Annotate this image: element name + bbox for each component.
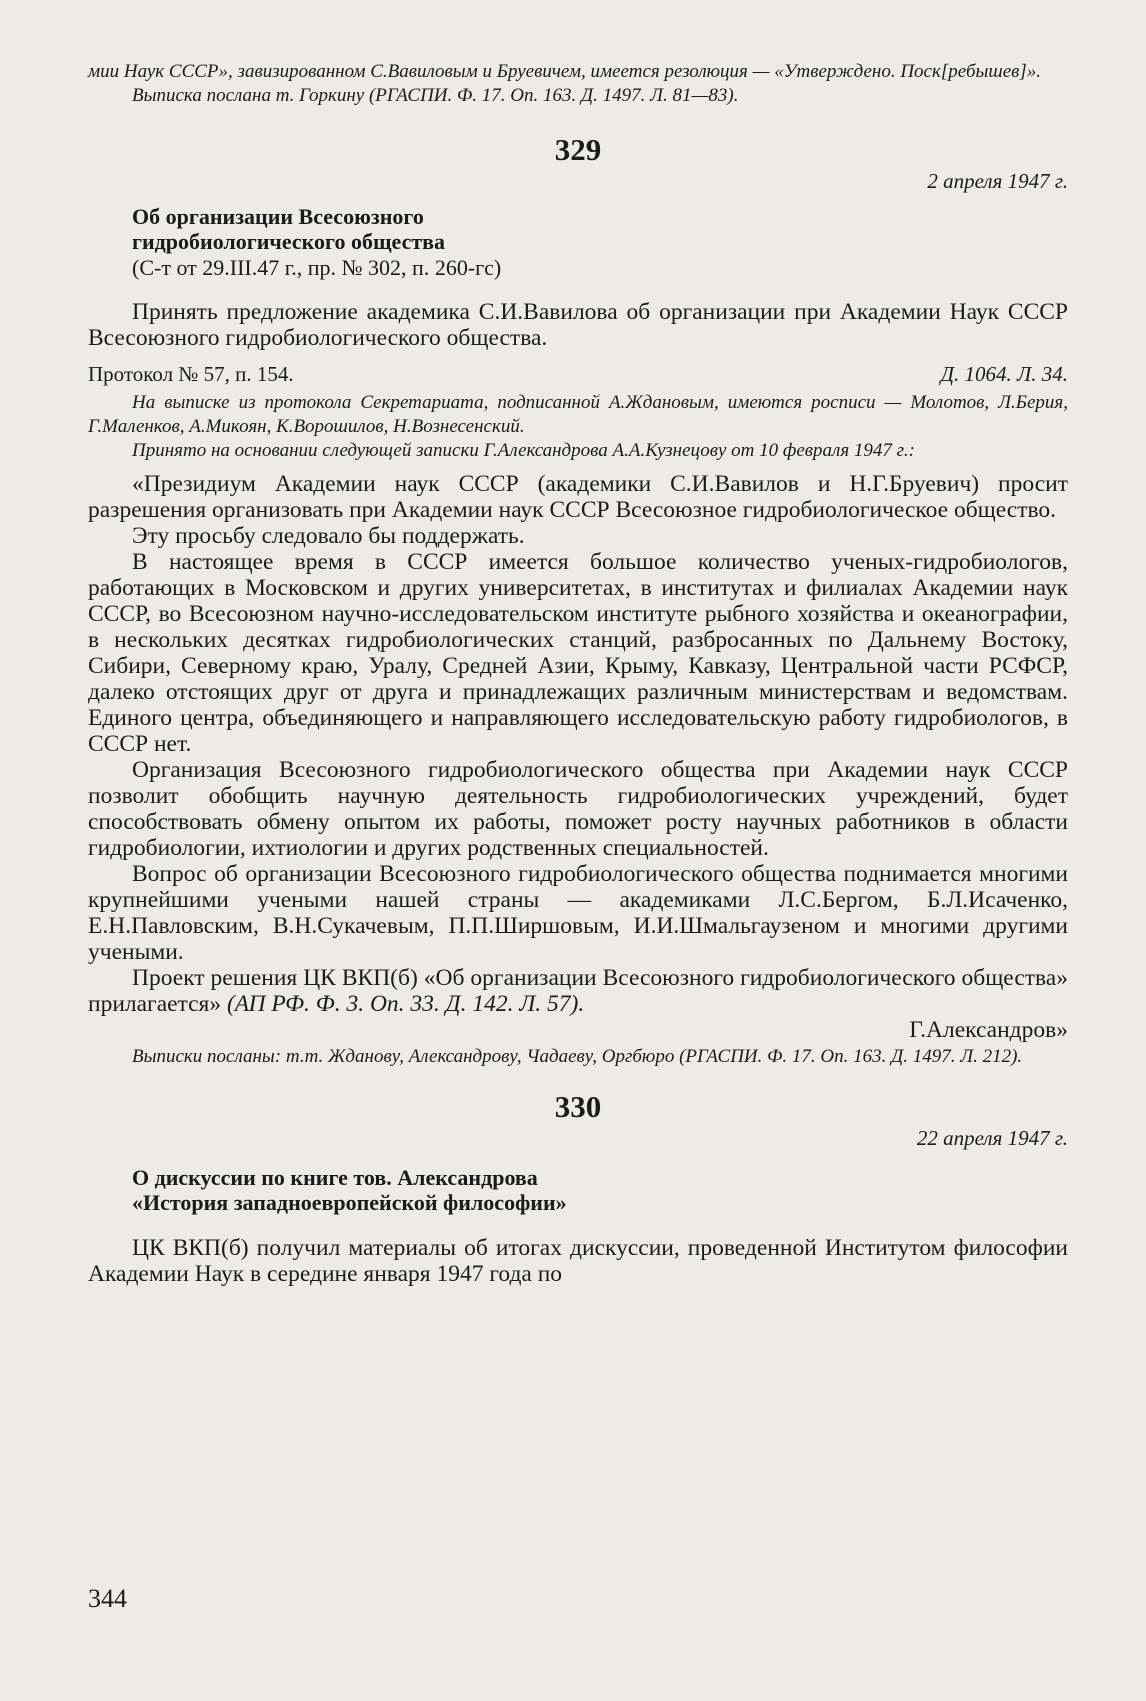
doc-title-330-line2: «История западноевропейской философии» bbox=[132, 1190, 567, 1215]
signatures-note: На выписке из протокола Секретариата, подписанной А.Ждановым, имеются росписи — Молотов, Л.Берия, Г.Маленков, А.Микоян, К.Ворошилов, Н.Вознесенский. bbox=[88, 392, 1068, 437]
signature-name: Г.Александров» bbox=[909, 1017, 1068, 1043]
doc-title-330-line1: О дискуссии по книге тов. Александрова bbox=[132, 1165, 538, 1190]
doc-number-330: 330 bbox=[554, 1089, 602, 1124]
doc-title-329-line2: гидробиологического общества bbox=[132, 229, 446, 254]
protocol-number: Протокол № 57, п. 154. bbox=[88, 362, 294, 386]
memo-paragraph-6-text: Проект решения ЦК ВКП(б) «Об организации Всесоюзного гидробиологического общества» прилагается» bbox=[88, 965, 1068, 1017]
doc-subtitle-329: (С-т от 29.III.47 г., пр. № 302, п. 260-гс) bbox=[132, 255, 502, 280]
extracts-sent-note: Выписки посланы: т.т. Жданову, Александрову, Чадаеву, Оргбюро (РГАСПИ. Ф. 17. Оп. 163. Д. 1497. Л. 212). bbox=[132, 1046, 1023, 1067]
decision-text-329: Принять предложение академика С.И.Вавилова об организации при Академии Наук СССР Всесоюзного гидробиологического общества. bbox=[88, 299, 1068, 351]
prev-doc-sent-note: Выписка послана т. Горкину (РГАСПИ. Ф. 17. Оп. 163. Д. 1497. Л. 81—83). bbox=[132, 85, 739, 106]
doc-330-text: ЦК ВКП(б) получил материалы об итогах дискуссии, проведенной Институтом философии Академии Наук в середине января 1947 года по bbox=[88, 1235, 1068, 1287]
doc-number-329: 329 bbox=[554, 132, 602, 167]
prev-doc-note: мии Наук СССР», завизированном С.Вавиловым и Бруевичем, имеется резолюция — «Утверждено. Поск[ребышев]». bbox=[88, 61, 1042, 82]
memo-signature bbox=[88, 1017, 1068, 1043]
memo-paragraph-6 bbox=[88, 965, 1068, 1017]
protocol-row-329 bbox=[88, 361, 1068, 387]
memo-paragraph-4: Организация Всесоюзного гидробиологического общества при Академии наук СССР позволит обобщить научную деятельность гидробиологических учреждений, будет способствовать обмену опытом их работы, поможет росту научных работников в области гидробиологии, ихтиологии и других родственных специальностей. bbox=[88, 757, 1068, 861]
doc-title-329-line1: Об организации Всесоюзного bbox=[132, 204, 424, 229]
memo-paragraph-5: Вопрос об организации Всесоюзного гидробиологического общества поднимается многими крупнейшими учеными нашей страны — академиками Л.С.Бергом, Б.Л.Исаченко, Е.Н.Павловским, В.Н.Сукачевым, П.П.Ширшовым, И.И.Шмальгаузеном и многими другими учеными. bbox=[88, 861, 1068, 965]
basis-note: Принято на основании следующей записки Г.Александрова А.А.Кузнецову от 10 февраля 1947 г.: bbox=[132, 440, 915, 461]
memo-paragraph-6-ref: (АП РФ. Ф. 3. Оп. 33. Д. 142. Л. 57). bbox=[226, 991, 585, 1017]
doc-date-330: 22 апреля 1947 г. bbox=[916, 1126, 1068, 1150]
archive-ref: Д. 1064. Л. 34. bbox=[940, 362, 1068, 386]
memo-paragraph-3: В настоящее время в СССР имеется большое количество ученых-гидробиологов, работающих в Московском и других университетах, в институтах и филиалах Академии наук СССР, во Всесоюзном научно-исследовательском институте рыбного хозяйства и океанографии, в нескольких десятках гидробиологических станций, разбросанных по Дальнему Востоку, Сибири, Северному краю, Уралу, Средней Азии, Крыму, Кавказу, Центральной части РСФСР, далеко отстоящих друг от друга и принадлежащих различным министерствам и ведомствам. Единого центра, объединяющего и направляющего исследовательскую работу гидробиологов, в СССР нет. bbox=[88, 549, 1068, 757]
doc-date-329: 2 апреля 1947 г. bbox=[927, 169, 1068, 193]
memo-paragraph-2: Эту просьбу следовало бы поддержать. bbox=[132, 523, 525, 549]
memo-paragraph-1: «Президиум Академии наук СССР (академики С.И.Вавилов и Н.Г.Бруевич) просит разрешения организовать при Академии наук СССР Всесоюзное гидробиологическое общество. bbox=[88, 471, 1068, 523]
page-number: 344 bbox=[88, 1584, 127, 1613]
